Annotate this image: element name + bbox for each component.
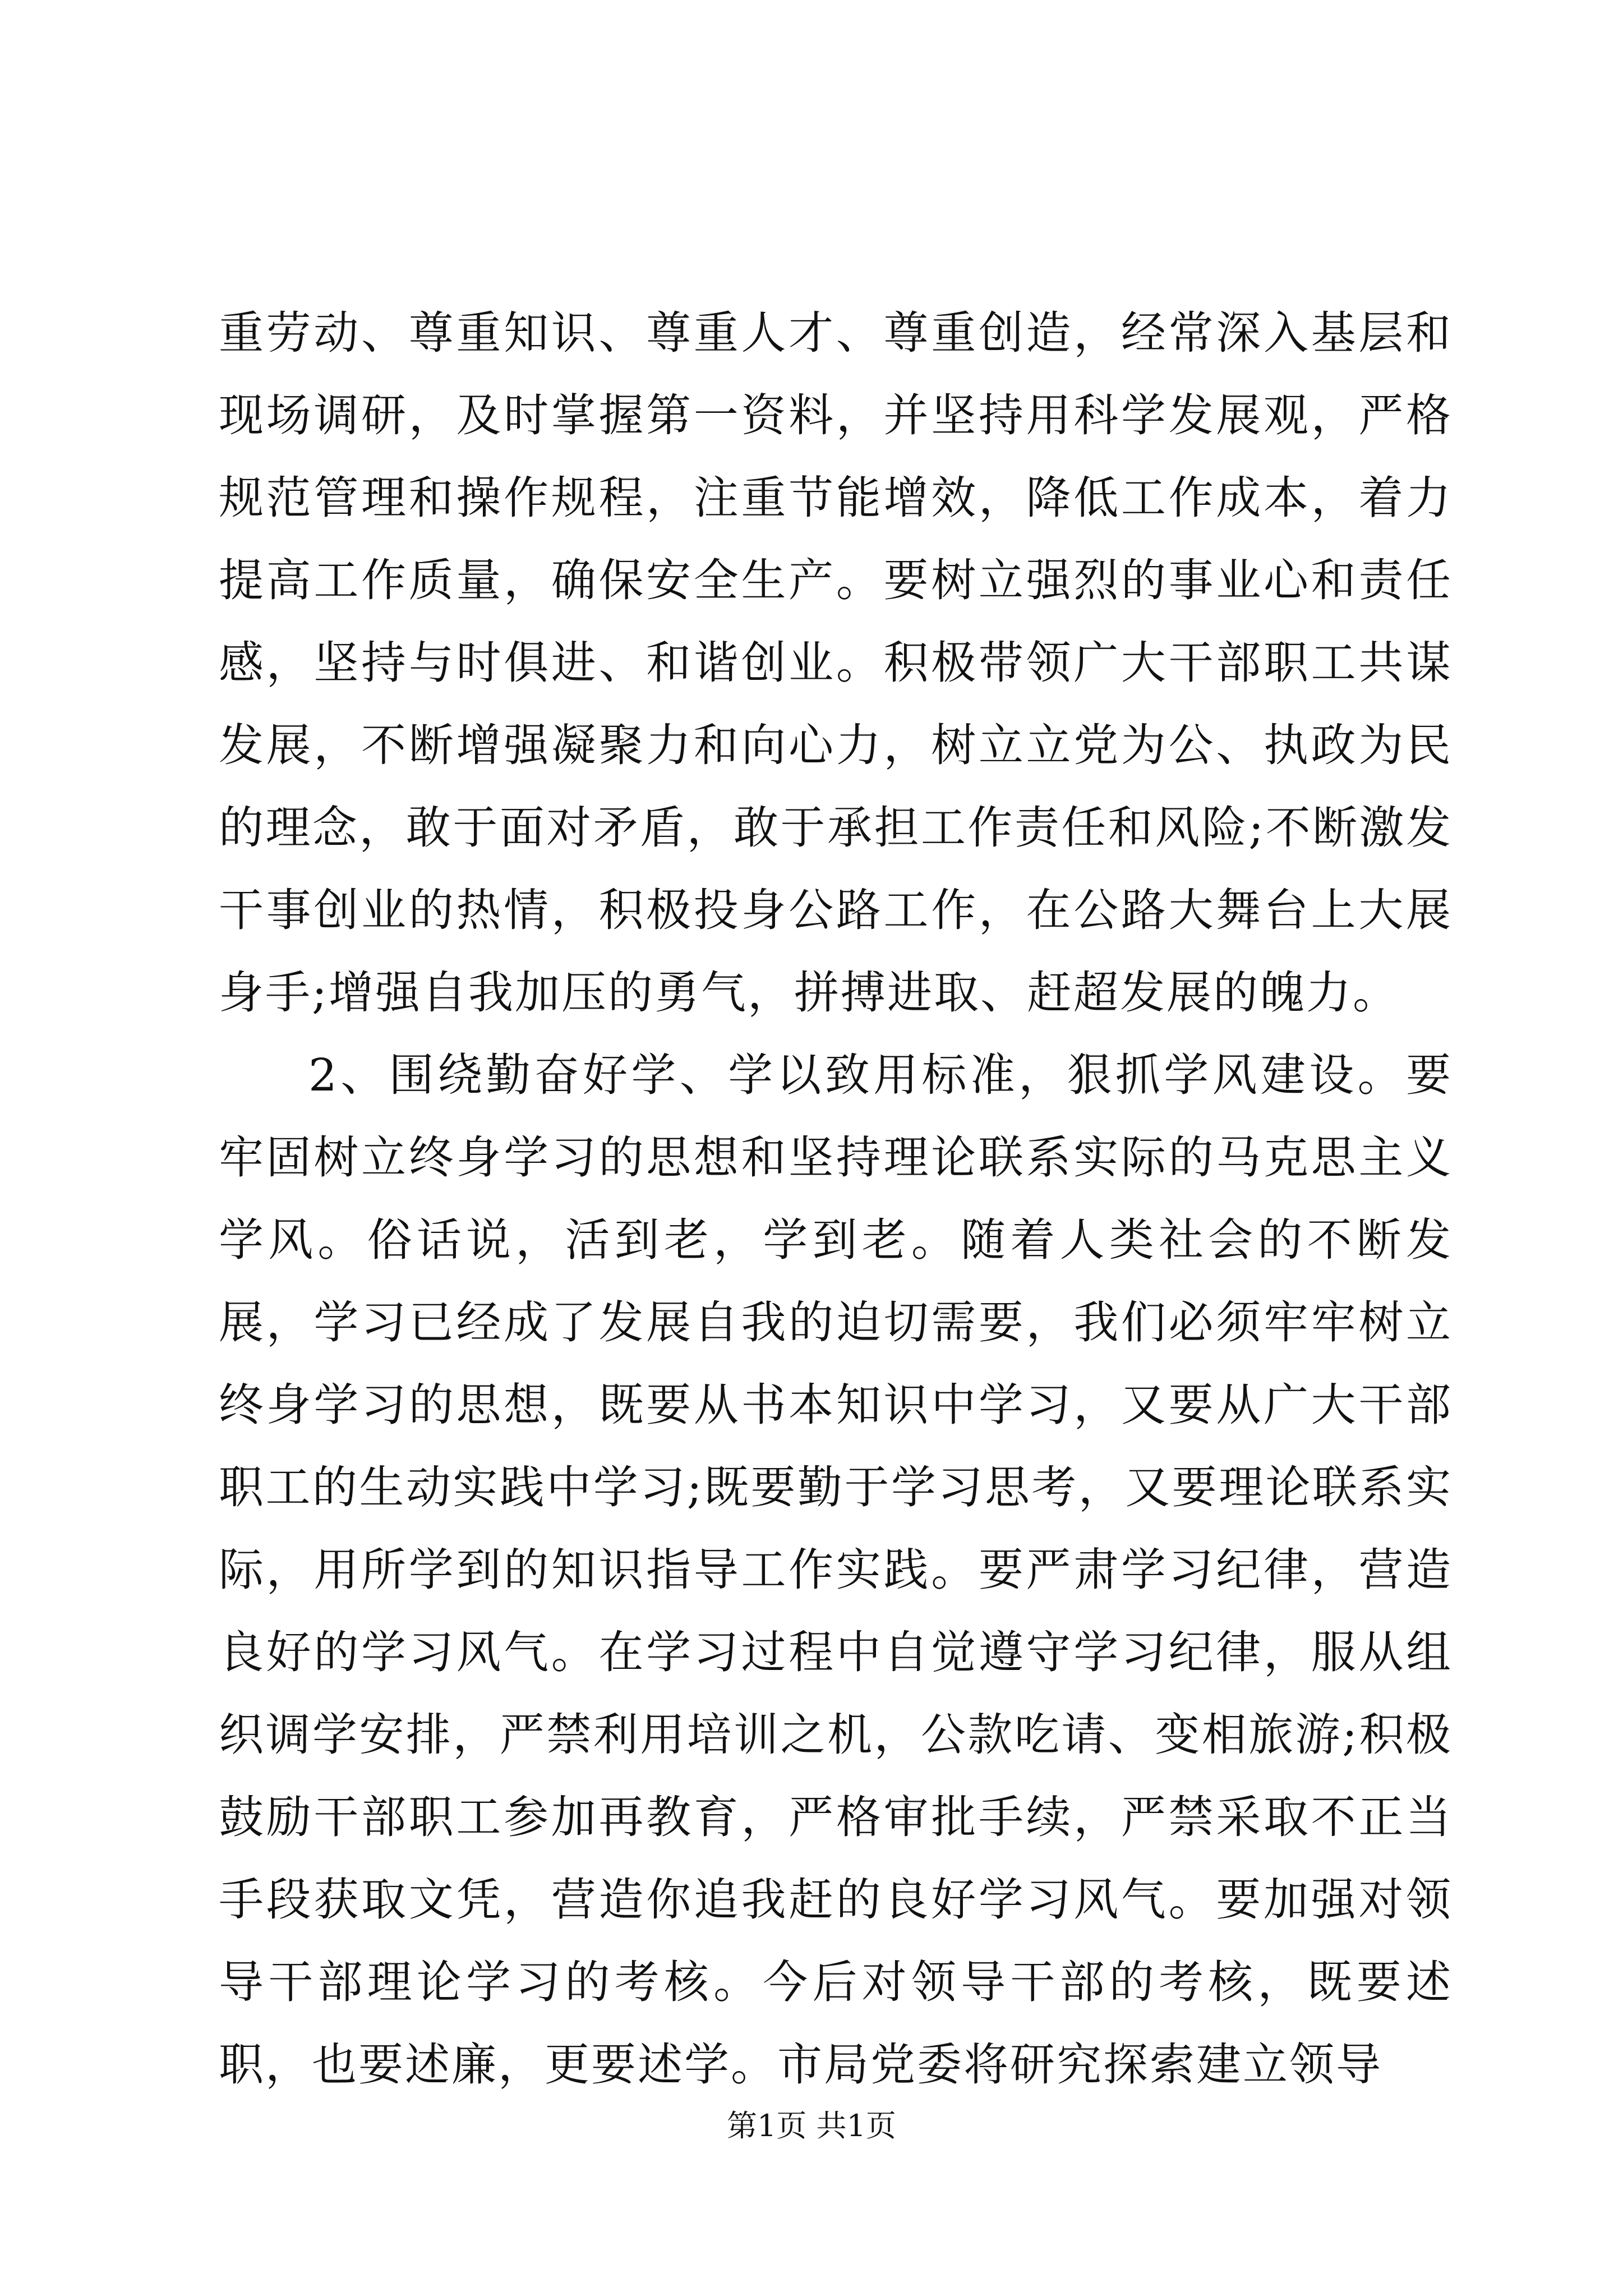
document-body bbox=[219, 292, 1453, 2106]
paragraph-study-style: 2、围绕勤奋好学、学以致用标准，狠抓学风建设。要牢固树立终身学习的思想和坚持理论联系实际的马克思主义学风。俗话说，活到老，学到老。随着人类社会的不断发展，学习已经成了发展自我的迫切需要，我们必须牢牢树立终身学习的思想，既要从书本知识中学习，又要从广大干部职工的生动实践中学习;既要勤于学习思考，又要理论联系实际，用所学到的知识指导工作实践。要严肃学习纪律，营造良好的学习风气。在学习过程中自觉遵守学习纪律，服从组织调学安排，严禁利用培训之机，公款吃请、变相旅游;积极鼓励干部职工参加再教育，严格审批手续，严禁采取不正当手段获取文凭，营造你追我赶的良好学习风气。要加强对领导干部理论学习的考核。今后对领导干部的考核，既要述职，也要述廉，更要述学。市局党委将研究探索建立领导 bbox=[219, 1049, 1453, 2091]
page-number-footer: 第1页 共1页 bbox=[727, 2108, 896, 2143]
paragraph-continued: 重劳动、尊重知识、尊重人才、尊重创造，经常深入基层和现场调研，及时掌握第一资料，并坚持用科学发展观，严格规范管理和操作规程，注重节能增效，降低工作成本，着力提高工作质量，确保安全生产。要树立强烈的事业心和责任感，坚持与时俱进、和谐创业。积极带领广大干部职工共谋发展，不断增强凝聚力和向心力，树立立党为公、执政为民的理念，敢于面对矛盾，敢于承担工作责任和风险;不断激发干事创业的热情，积极投身公路工作，在公路大舞台上大展身手;增强自我加压的勇气，拼搏进取、赶超发展的魄力。 bbox=[219, 307, 1453, 1019]
